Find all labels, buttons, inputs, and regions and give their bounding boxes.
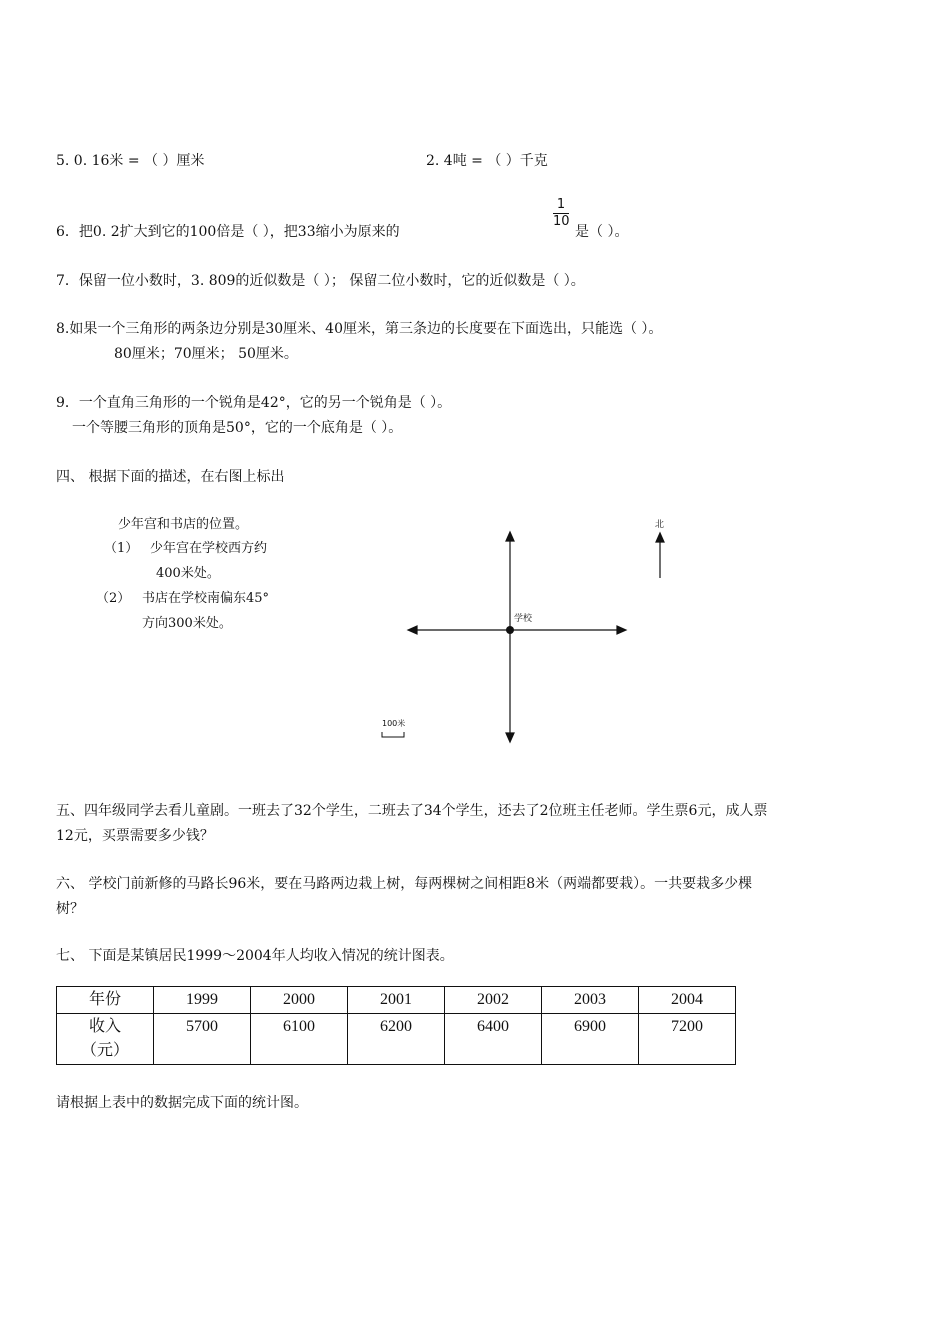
school-point [506, 626, 514, 634]
table-year-cell: 2001 [348, 987, 445, 1014]
scale-bar [382, 732, 404, 737]
north-indicator [656, 533, 664, 578]
q7-rounding: 7．保留一位小数时，3. 809的近似数是（ ）； 保留二位小数时，它的近似数是（ ）。 [56, 273, 585, 289]
table-year-cell: 2004 [639, 987, 736, 1014]
scale-label: 100米 [382, 719, 406, 728]
q9-isosceles-triangle: 一个等腰三角形的顶角是50°，它的一个底角是（ ）。 [72, 420, 403, 436]
section4-title: 四、 根据下面的描述，在右图上标出 [56, 469, 285, 485]
section4-item1-line1: 少年宫在学校西方约 [150, 541, 268, 556]
section5-line2: 12元，买票需要多少钱？ [56, 828, 214, 844]
q8-triangle-line1: 8.如果一个三角形的两条边分别是30厘米、40厘米，第三条边的长度要在下面选出，只能选（ ）。 [56, 321, 663, 337]
vertical-axis [506, 532, 514, 742]
horizontal-axis [408, 626, 626, 634]
table-year-cell: 2002 [445, 987, 542, 1014]
table-income-cell: 6400 [445, 1014, 542, 1065]
section4-item2-line1: 书店在学校南偏东45° [142, 591, 270, 606]
table-year-cell: 2003 [542, 987, 639, 1014]
section6-line1: 六、 学校门前新修的马路长96米，要在马路两边栽上树，每两棵树之间相距8米（两端都要栽）。一共要栽多少棵 [56, 876, 753, 892]
table-income-cell: 7200 [639, 1014, 736, 1065]
north-arrowhead [506, 532, 514, 541]
q9-right-triangle: 9．一个直角三角形的一个锐角是42°，它的另一个锐角是（ ）。 [56, 395, 452, 411]
direction-map[interactable] [370, 510, 700, 755]
section4-item1-line2: 400米处。 [156, 566, 220, 581]
table-row-incomes [57, 1014, 736, 1065]
q8-triangle-options: 80厘米；70厘米； 50厘米。 [114, 346, 298, 362]
section4-item1-number: （1） [104, 541, 139, 556]
table-income-cell: 5700 [154, 1014, 251, 1065]
income-table [56, 986, 736, 1065]
south-arrowhead [506, 733, 514, 742]
q6-fraction-numerator: 1 [556, 197, 566, 212]
section6-line2: 树？ [56, 901, 84, 917]
q5-tons-to-kg: 2. 4吨 = （ ）千克 [426, 153, 548, 169]
q5-meters-to-cm: 5. 0. 16米 = （ ）厘米 [56, 153, 205, 169]
income-label-line1: 收入 [88, 1018, 121, 1035]
section7-title: 七、 下面是某镇居民1999～2004年人均收入情况的统计图表。 [56, 948, 454, 964]
section4-item2-line2: 方向300米处。 [142, 616, 232, 631]
table-row-years [57, 987, 736, 1014]
west-arrowhead [408, 626, 417, 634]
school-label: 学校 [514, 614, 533, 624]
table-year-cell: 2000 [251, 987, 348, 1014]
table-income-cell: 6900 [542, 1014, 639, 1065]
section4-desc-intro: 少年宫和书店的位置。 [118, 517, 249, 532]
income-label-line2: （元） [80, 1042, 129, 1059]
north-label: 北 [655, 520, 665, 530]
q6-fraction [553, 198, 569, 229]
section4-item2-number: （2） [96, 591, 131, 606]
table-income-cell: 6200 [348, 1014, 445, 1065]
table-header-year-label: 年份 [57, 987, 154, 1014]
table-year-cell: 1999 [154, 987, 251, 1014]
section7-instruction: 请根据上表中的数据完成下面的统计图。 [56, 1095, 308, 1111]
east-arrowhead [617, 626, 626, 634]
q6-part1: 6．把0. 2扩大到它的100倍是（ ），把33缩小为原来的 [56, 224, 400, 240]
north-indicator-arrowhead [656, 533, 664, 542]
q6-part2: 是（ ）。 [575, 224, 629, 240]
table-income-cell: 6100 [251, 1014, 348, 1065]
table-header-income-label [57, 1014, 154, 1065]
q6-fraction-denominator: 10 [553, 214, 570, 229]
section5-line1: 五、四年级同学去看儿童剧。一班去了32个学生，二班去了34个学生，还去了2位班主任老师。学生票6元，成人票 [56, 803, 768, 819]
